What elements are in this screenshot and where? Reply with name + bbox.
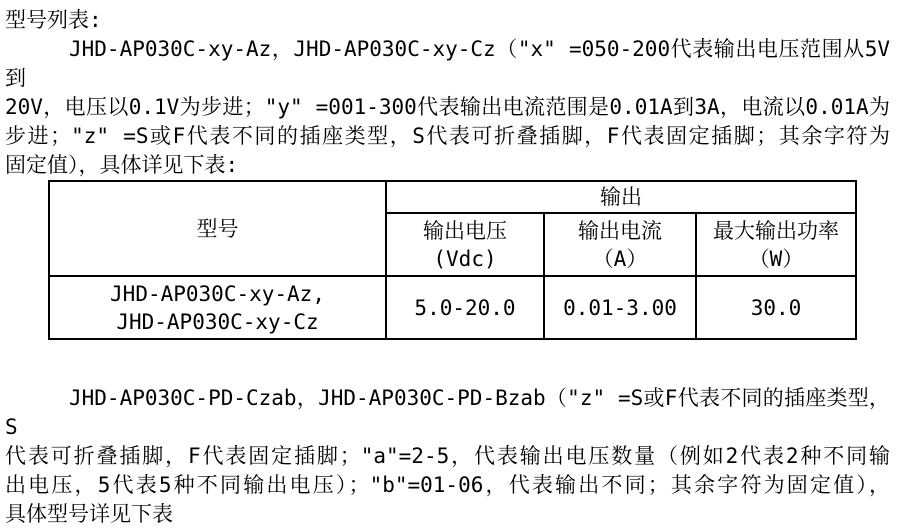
current-header-cell xyxy=(544,213,696,276)
column-name: 输出电压 xyxy=(423,218,507,243)
page-title: 型号列表: xyxy=(5,8,102,32)
text-line: JHD-AP030C-xy-Az，JHD-AP030C-xy-Cz（"x" =050-200代表输出电压范围从5V到 xyxy=(5,37,890,90)
output-spec-table xyxy=(48,180,857,340)
text-line-clipped: 具体型号详见下表 xyxy=(5,502,173,526)
column-unit: （A） xyxy=(592,246,648,271)
text-line: 出电压，5代表5种不同输出电压）；"b"=01-06，代表输出不同；其余字符为固定值）， xyxy=(5,473,890,497)
power-value-cell: 30.0 xyxy=(696,276,856,339)
text-line: 20V，电压以0.1V为步进；"y" =001-300代表输出电流范围是0.01A到3A，电流以0.01A为 xyxy=(5,95,890,119)
table-row xyxy=(49,276,856,339)
model-header-cell: 型号 xyxy=(49,181,386,276)
column-name: 输出电流 xyxy=(578,218,662,243)
column-unit: (Vdc) xyxy=(433,246,497,271)
model-line: JHD-AP030C-xy-Cz xyxy=(116,309,319,334)
model-line: JHD-AP030C-xy-Az, xyxy=(110,281,325,306)
text-line: 代表可折叠插脚，F代表固定插脚；"a"=2-5，代表输出电压数量（例如2代表2种不同输 xyxy=(5,444,890,468)
voltage-header-cell xyxy=(386,213,544,276)
column-name: 最大输出功率 xyxy=(713,218,840,243)
current-value-cell: 0.01-3.00 xyxy=(544,276,696,339)
text-line: 步进；"z" =S或F代表不同的插座类型，S代表可折叠插脚，F代表固定插脚；其余字符为 xyxy=(5,124,890,148)
model-cell xyxy=(49,276,386,339)
power-header-cell xyxy=(696,213,856,276)
column-unit: （W） xyxy=(748,246,804,271)
output-group-header-cell: 输出 xyxy=(386,181,856,213)
voltage-value-cell: 5.0-20.0 xyxy=(386,276,544,339)
text-line: 固定值），具体详见下表: xyxy=(5,153,239,177)
paragraph-model-az-cz xyxy=(5,35,890,180)
paragraph-model-pd xyxy=(5,384,890,529)
text-line: JHD-AP030C-PD-Czab，JHD-AP030C-PD-Bzab（"z" =S或F代表不同的插座类型，S xyxy=(5,386,890,439)
